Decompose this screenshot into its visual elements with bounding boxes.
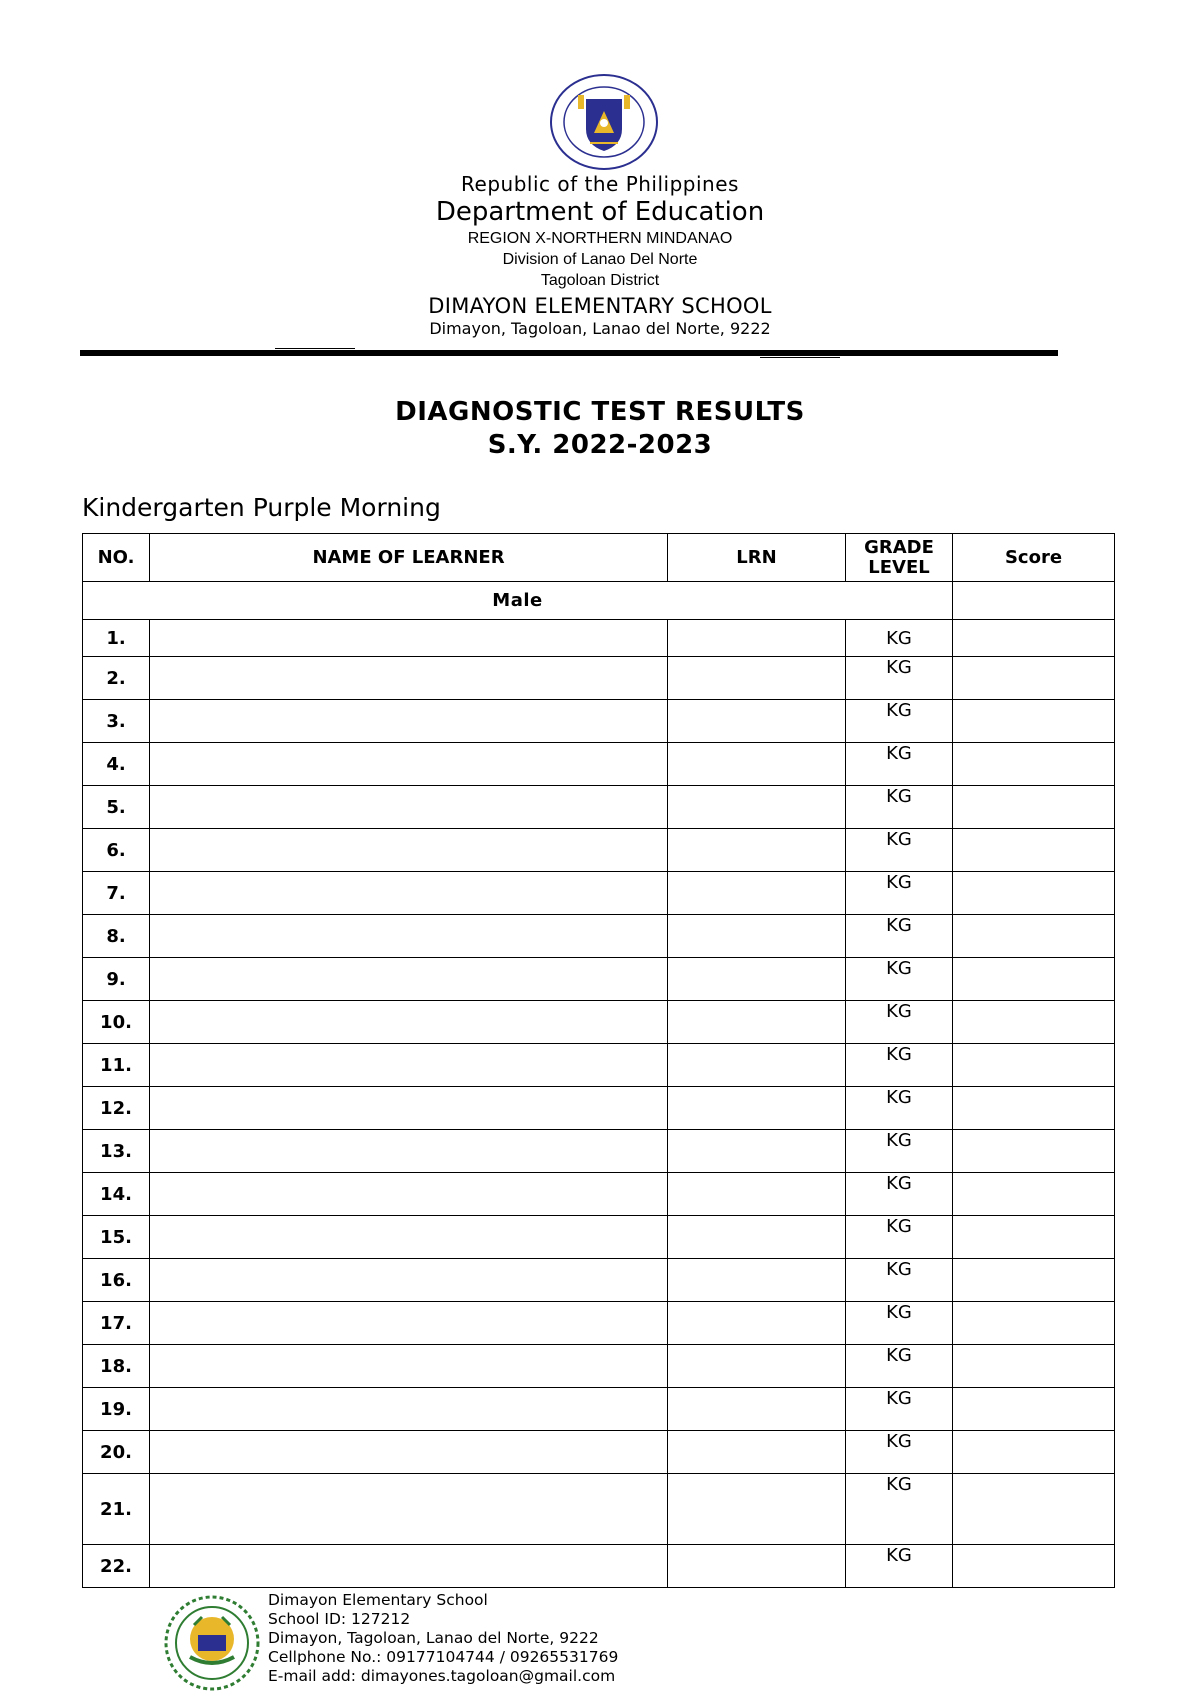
score-cell[interactable] (953, 620, 1115, 657)
learner-name-cell[interactable] (150, 915, 668, 958)
row-number: 14. (83, 1173, 150, 1216)
row-number: 7. (83, 872, 150, 915)
lrn-cell[interactable] (668, 1173, 846, 1216)
header-grade-level (846, 534, 953, 582)
row-number: 1. (83, 620, 150, 657)
row-number: 12. (83, 1087, 150, 1130)
grade-level-cell: KG (846, 1001, 953, 1044)
group-label-male: Male (83, 582, 953, 620)
learner-name-cell[interactable] (150, 700, 668, 743)
learner-name-cell[interactable] (150, 1345, 668, 1388)
table-row (83, 1216, 1115, 1259)
table-row (83, 1345, 1115, 1388)
score-cell[interactable] (953, 1173, 1115, 1216)
header-score: Score (953, 534, 1115, 582)
table-row (83, 1001, 1115, 1044)
row-number: 9. (83, 958, 150, 1001)
grade-level-cell: KG (846, 743, 953, 786)
row-number: 19. (83, 1388, 150, 1431)
learner-name-cell[interactable] (150, 786, 668, 829)
group-score-cell (953, 582, 1115, 620)
learner-name-cell[interactable] (150, 1431, 668, 1474)
header-lrn: LRN (668, 534, 846, 582)
row-number: 3. (83, 700, 150, 743)
grade-level-cell: KG (846, 657, 953, 700)
row-number: 4. (83, 743, 150, 786)
score-cell[interactable] (953, 1087, 1115, 1130)
learner-name-cell[interactable] (150, 1474, 668, 1545)
footer-address: Dimayon, Tagoloan, Lanao del Norte, 9222 (268, 1629, 599, 1647)
table-row (83, 915, 1115, 958)
grade-level-cell: KG (846, 1345, 953, 1388)
grade-level-cell: KG (846, 872, 953, 915)
score-cell[interactable] (953, 958, 1115, 1001)
learner-name-cell[interactable] (150, 1173, 668, 1216)
grade-level-cell: KG (846, 1130, 953, 1173)
score-cell[interactable] (953, 1044, 1115, 1087)
table-row (83, 1087, 1115, 1130)
table-row (83, 620, 1115, 657)
row-number: 18. (83, 1345, 150, 1388)
lrn-cell[interactable] (668, 657, 846, 700)
row-number: 11. (83, 1044, 150, 1087)
grade-level-cell: KG (846, 1545, 953, 1588)
footer-email: E-mail add: dimayones.tagoloan@gmail.com (268, 1667, 616, 1685)
learner-name-cell[interactable] (150, 829, 668, 872)
grade-level-cell: KG (846, 1388, 953, 1431)
table-row (83, 1259, 1115, 1302)
learner-name-cell[interactable] (150, 1388, 668, 1431)
row-number: 15. (83, 1216, 150, 1259)
grade-level-cell: KG (846, 1474, 953, 1545)
header-grade-level-text: GRADE LEVEL (864, 536, 934, 578)
lrn-cell[interactable] (668, 1001, 846, 1044)
region-heading: REGION X-NORTHERN MINDANAO (467, 230, 733, 247)
learner-name-cell[interactable] (150, 1259, 668, 1302)
header-name: NAME OF LEARNER (150, 534, 668, 582)
group-row (83, 582, 1115, 620)
table-row (83, 1302, 1115, 1345)
lrn-cell[interactable] (668, 1545, 846, 1588)
learner-name-cell[interactable] (150, 958, 668, 1001)
lrn-cell[interactable] (668, 1302, 846, 1345)
footer-school: Dimayon Elementary School (268, 1591, 488, 1609)
row-number: 21. (83, 1474, 150, 1545)
table-row (83, 829, 1115, 872)
header-divider (80, 350, 1058, 356)
score-cell[interactable] (953, 1259, 1115, 1302)
grade-level-cell: KG (846, 1302, 953, 1345)
lrn-cell[interactable] (668, 1130, 846, 1173)
score-cell[interactable] (953, 829, 1115, 872)
learner-name-cell[interactable] (150, 1545, 668, 1588)
lrn-cell[interactable] (668, 743, 846, 786)
document-title: DIAGNOSTIC TEST RESULTS (395, 397, 805, 427)
learner-name-cell[interactable] (150, 1087, 668, 1130)
table-header-row (83, 534, 1115, 582)
header-divider-accent-right (760, 357, 840, 358)
table-row (83, 1130, 1115, 1173)
grade-level-cell: KG (846, 1216, 953, 1259)
table-row (83, 700, 1115, 743)
learner-name-cell[interactable] (150, 1216, 668, 1259)
score-cell[interactable] (953, 743, 1115, 786)
table-row (83, 1431, 1115, 1474)
header-divider-accent-left (275, 348, 355, 349)
score-cell[interactable] (953, 1388, 1115, 1431)
score-cell[interactable] (953, 872, 1115, 915)
learner-name-cell[interactable] (150, 1130, 668, 1173)
score-cell[interactable] (953, 1545, 1115, 1588)
row-number: 13. (83, 1130, 150, 1173)
learner-name-cell[interactable] (150, 1302, 668, 1345)
lrn-cell[interactable] (668, 1216, 846, 1259)
lrn-cell[interactable] (668, 1044, 846, 1087)
school-name-heading: DIMAYON ELEMENTARY SCHOOL (428, 294, 772, 318)
grade-level-cell: KG (846, 700, 953, 743)
learner-name-cell[interactable] (150, 743, 668, 786)
row-number: 22. (83, 1545, 150, 1588)
table-row (83, 958, 1115, 1001)
table-row (83, 1388, 1115, 1431)
grade-level-cell: KG (846, 1173, 953, 1216)
table-row (83, 872, 1115, 915)
learner-name-cell[interactable] (150, 620, 668, 657)
grade-level-cell: KG (846, 829, 953, 872)
footer-phone: Cellphone No.: 09177104744 / 09265531769 (268, 1648, 619, 1666)
division-heading: Division of Lanao Del Norte (502, 251, 698, 268)
footer-school-id: School ID: 127212 (268, 1610, 411, 1628)
score-cell[interactable] (953, 915, 1115, 958)
score-cell[interactable] (953, 1474, 1115, 1545)
row-number: 2. (83, 657, 150, 700)
grade-level-cell: KG (846, 620, 953, 657)
grade-level-cell: KG (846, 1259, 953, 1302)
lrn-cell[interactable] (668, 958, 846, 1001)
table-row (83, 657, 1115, 700)
learner-name-cell[interactable] (150, 1001, 668, 1044)
score-cell[interactable] (953, 1216, 1115, 1259)
learner-name-cell[interactable] (150, 872, 668, 915)
table-row (83, 786, 1115, 829)
table-row (83, 1044, 1115, 1087)
lrn-cell[interactable] (668, 620, 846, 657)
learner-name-cell[interactable] (150, 657, 668, 700)
results-table (82, 533, 1115, 1588)
lrn-cell[interactable] (668, 1087, 846, 1130)
lrn-cell[interactable] (668, 700, 846, 743)
lrn-cell[interactable] (668, 1474, 846, 1545)
row-number: 5. (83, 786, 150, 829)
row-number: 17. (83, 1302, 150, 1345)
score-cell[interactable] (953, 1345, 1115, 1388)
lrn-cell[interactable] (668, 915, 846, 958)
grade-level-cell: KG (846, 1431, 953, 1474)
score-cell[interactable] (953, 786, 1115, 829)
grade-level-cell: KG (846, 1087, 953, 1130)
deped-seal-logo (548, 73, 660, 171)
lrn-cell[interactable] (668, 872, 846, 915)
school-year: S.Y. 2022-2023 (487, 430, 713, 460)
row-number: 8. (83, 915, 150, 958)
score-cell[interactable] (953, 1130, 1115, 1173)
school-logo (164, 1595, 260, 1691)
department-heading: Department of Education (435, 197, 765, 227)
learner-name-cell[interactable] (150, 1044, 668, 1087)
table-row (83, 1474, 1115, 1545)
row-number: 10. (83, 1001, 150, 1044)
lrn-cell[interactable] (668, 1431, 846, 1474)
table-row (83, 743, 1115, 786)
score-cell[interactable] (953, 1302, 1115, 1345)
table-row (83, 1545, 1115, 1588)
grade-level-cell: KG (846, 1044, 953, 1087)
school-address-heading: Dimayon, Tagoloan, Lanao del Norte, 9222 (429, 319, 771, 338)
grade-level-cell: KG (846, 958, 953, 1001)
lrn-cell[interactable] (668, 1388, 846, 1431)
row-number: 16. (83, 1259, 150, 1302)
score-cell[interactable] (953, 657, 1115, 700)
score-cell[interactable] (953, 1001, 1115, 1044)
lrn-cell[interactable] (668, 786, 846, 829)
row-number: 6. (83, 829, 150, 872)
section-label: Kindergarten Purple Morning (82, 493, 441, 522)
table-row (83, 1173, 1115, 1216)
lrn-cell[interactable] (668, 1259, 846, 1302)
grade-level-cell: KG (846, 915, 953, 958)
republic-heading: Republic of the Philippines (461, 172, 739, 196)
footer-contact (268, 1591, 618, 1686)
district-heading: Tagoloan District (540, 272, 660, 289)
header-no: NO. (83, 534, 150, 582)
score-cell[interactable] (953, 1431, 1115, 1474)
grade-level-cell: KG (846, 786, 953, 829)
row-number: 20. (83, 1431, 150, 1474)
lrn-cell[interactable] (668, 829, 846, 872)
score-cell[interactable] (953, 700, 1115, 743)
lrn-cell[interactable] (668, 1345, 846, 1388)
